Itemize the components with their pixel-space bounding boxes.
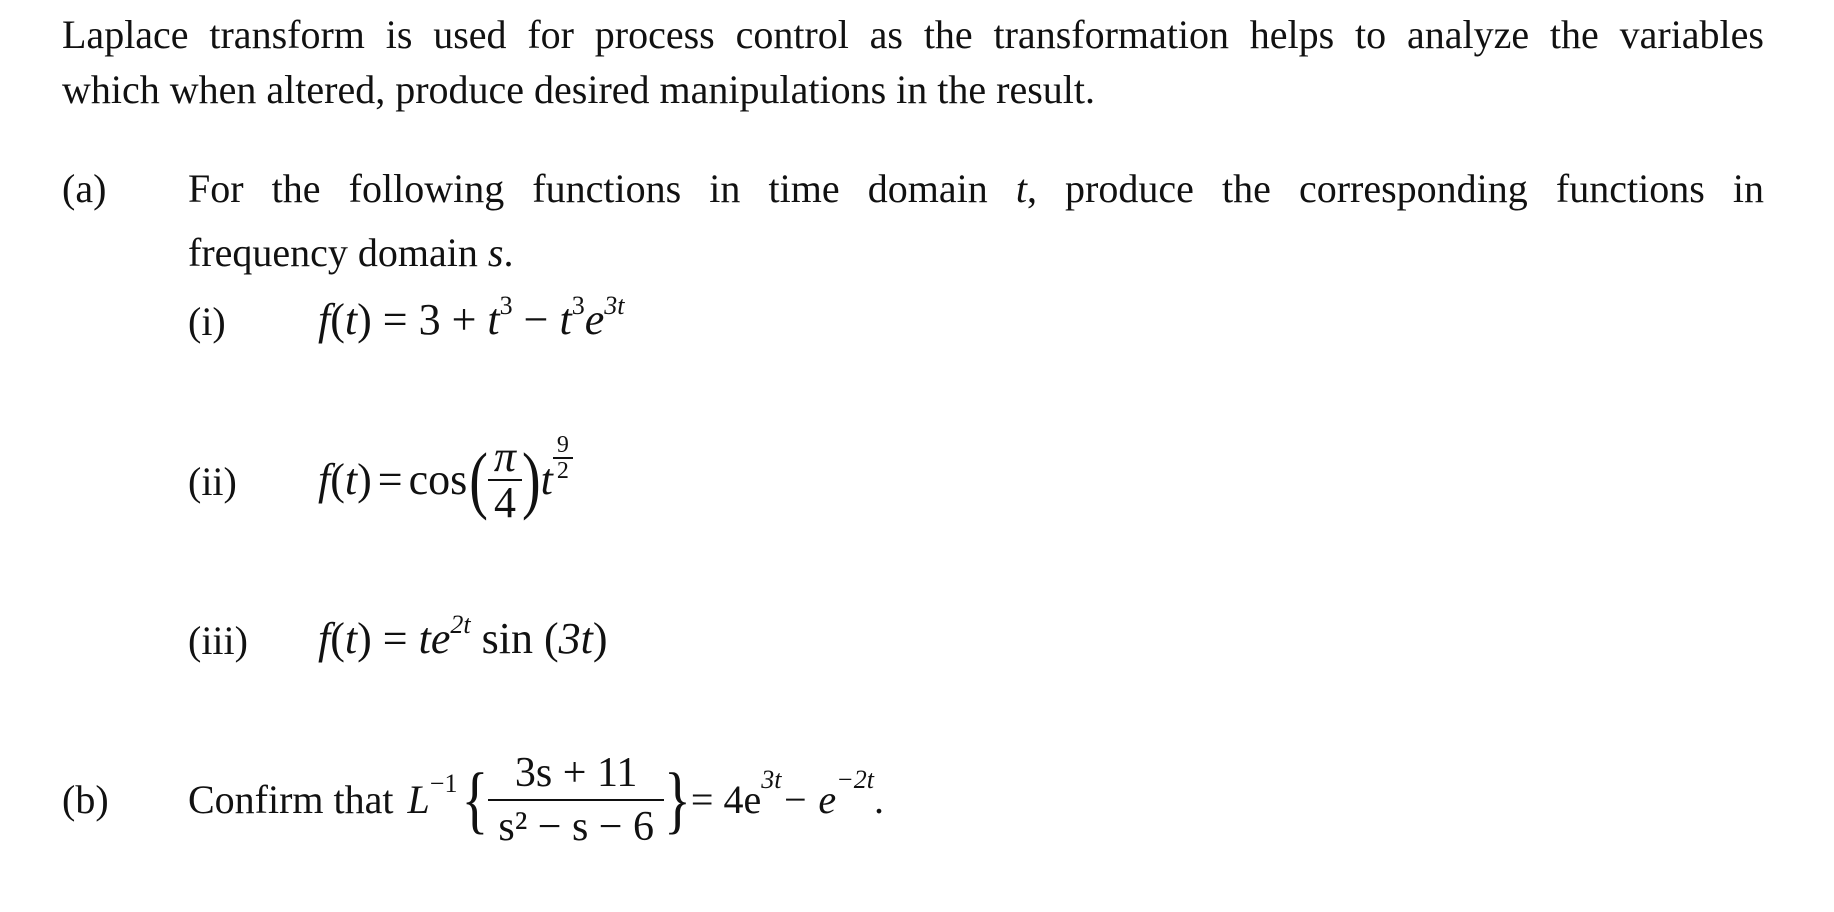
intro-line-2: which when altered, produce desired manipulations in the result. [62,67,1096,112]
part-a-label: (a) [62,166,107,211]
part-b-label: (b) [62,777,109,822]
intro-line-1: Laplace transform is used for process control as the transformation helps to analyze the variables [62,12,1764,57]
item-iii-formula: $f(t) = te^{2t}$ sin (3t) [318,610,608,663]
part-b-statement: Confirm that L −1 { $\frac{3s + 11}{\text{s² − s − 6}}$ } = 4e 3t − e −2t . [188,740,884,860]
part-a-question-line-2: frequency domain s. [188,230,514,275]
item-ii-formula: f ( t ) = cos ( $\frac{\pi}{4}$ ) t $\frac{9}{2}$ [318,425,573,535]
exponent-9-over-2: $\frac{9}{2}$ [553,433,573,483]
item-i-label: (i) [188,299,226,344]
part-a-question-line-1: For the following functions in time domain t, produce the corresponding functions in [188,166,1764,211]
item-i-formula: $f(t) = 3 + t^3 - t^3e^{3t}$ [318,291,625,344]
pi-over-4-fraction: $\frac{\pi}{4}$ [488,435,522,525]
item-ii-label: (ii) [188,459,237,504]
item-iii-label: (iii) [188,618,248,663]
laplace-fraction: $\frac{3s + 11}{\text{s² − s − 6}}$ [488,747,664,853]
